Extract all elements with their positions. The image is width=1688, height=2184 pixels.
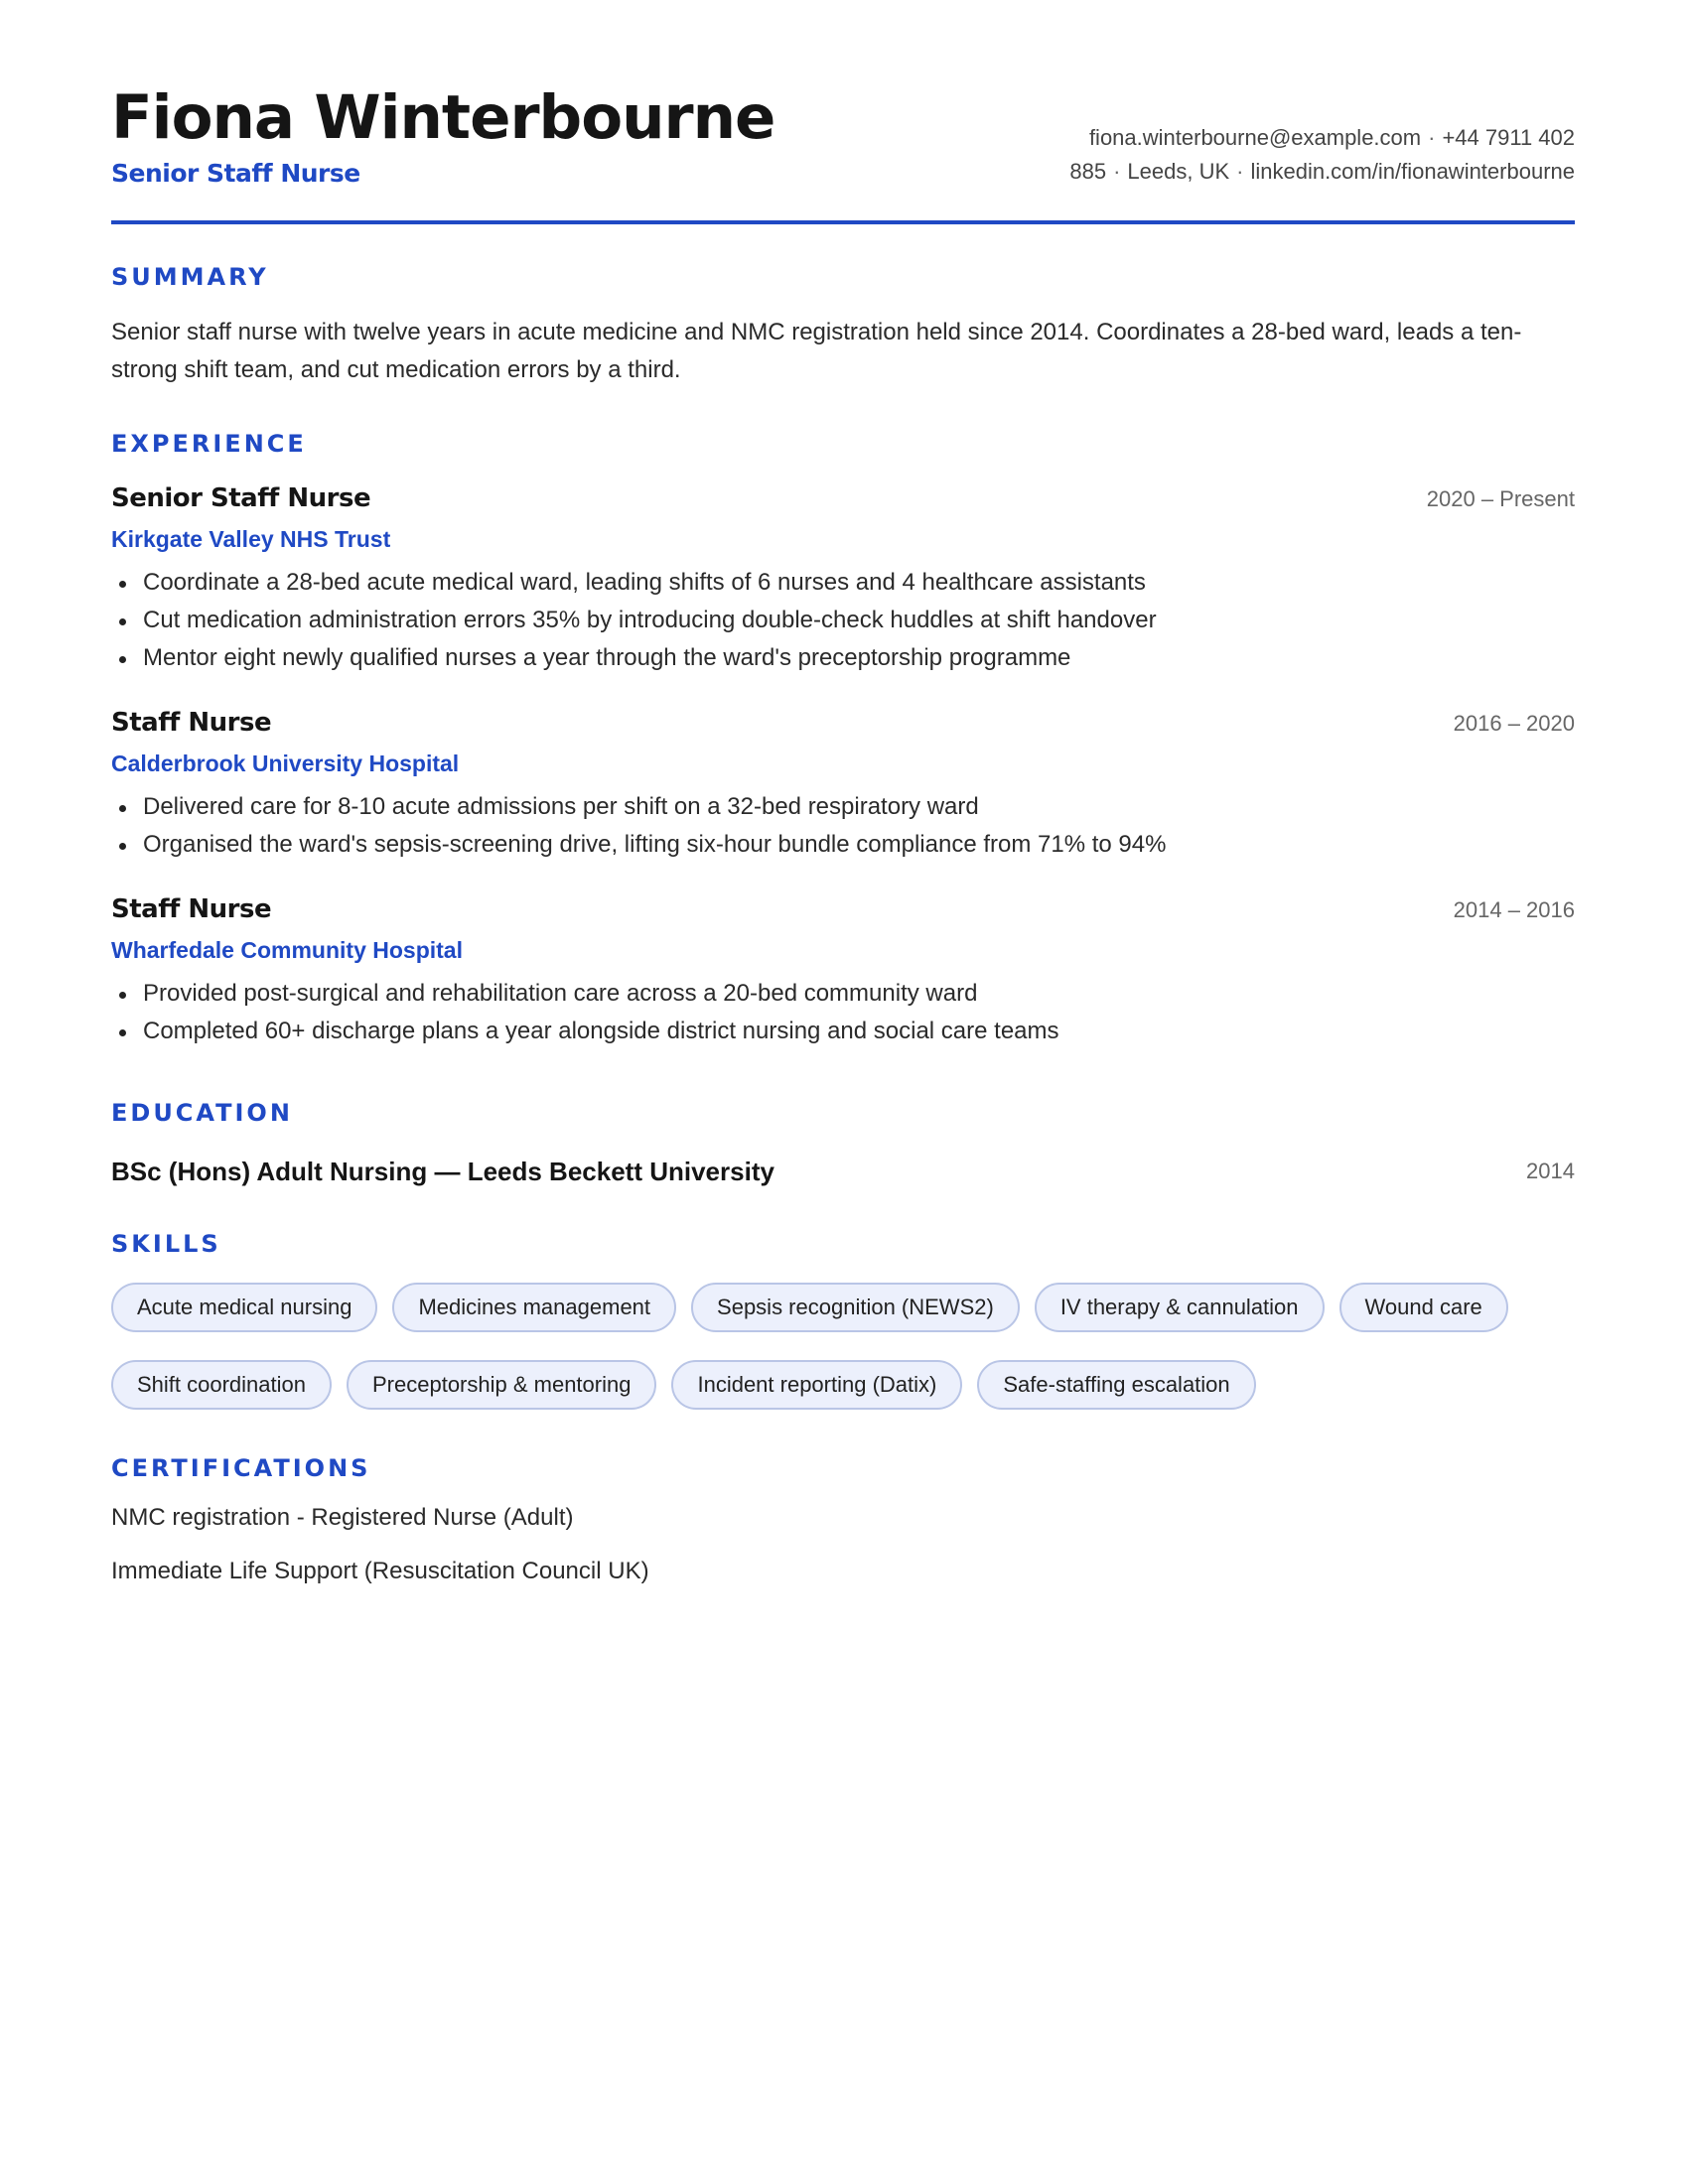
resume-header xyxy=(111,79,1575,224)
education-heading: EDUCATION xyxy=(111,1099,293,1127)
job-dates: 2014 – 2016 xyxy=(1453,897,1575,922)
contact-separator: · xyxy=(1113,159,1121,184)
skill-chip: Shift coordination xyxy=(111,1360,332,1410)
certifications-heading: CERTIFICATIONS xyxy=(111,1454,371,1482)
job-bullet: Coordinate a 28-bed acute medical ward, leading shifts of 6 nurses and 4 healthcare assistants xyxy=(111,564,1575,602)
job-employer: Wharfedale Community Hospital xyxy=(111,937,463,963)
job-entry xyxy=(111,480,1575,677)
job-title: Staff Nurse xyxy=(111,708,272,738)
job-employer: Calderbrook University Hospital xyxy=(111,751,460,776)
contact-separator: · xyxy=(1428,125,1436,150)
job-header xyxy=(111,480,1575,516)
contact-line-1 xyxy=(959,121,1575,155)
job-bullets xyxy=(111,975,1575,1050)
certifications-section xyxy=(111,1451,1575,1590)
candidate-role: Senior Staff Nurse xyxy=(111,159,360,188)
contact-separator: · xyxy=(1236,159,1244,184)
summary-text: Senior staff nurse with twelve years in acute medicine and NMC registration held since 2014. Coordinates a 28-bed ward, leads a ten-strong shift team, and cut medication errors by a third. xyxy=(111,319,1522,383)
job-dates: 2016 – 2020 xyxy=(1453,711,1575,736)
experience-section xyxy=(111,427,1575,1050)
job-bullets xyxy=(111,788,1575,864)
resume-page xyxy=(111,79,1575,1590)
skill-chip: Sepsis recognition (NEWS2) xyxy=(691,1283,1020,1332)
skill-chip: IV therapy & cannulation xyxy=(1035,1283,1325,1332)
job-dates: 2020 – Present xyxy=(1426,486,1575,511)
job-bullet: Completed 60+ discharge plans a year alongside district nursing and social care teams xyxy=(111,1013,1575,1050)
education-year: 2014 xyxy=(1526,1159,1575,1183)
summary-section xyxy=(111,260,1575,389)
job-employer: Kirkgate Valley NHS Trust xyxy=(111,526,391,552)
job-header xyxy=(111,705,1575,741)
job-bullets xyxy=(111,564,1575,677)
job-title: Staff Nurse xyxy=(111,894,272,924)
education-degree: BSc (Hons) Adult Nursing — Leeds Beckett University xyxy=(111,1157,774,1186)
skills-section xyxy=(111,1227,1575,1410)
job-bullet: Organised the ward's sepsis-screening drive, lifting six-hour bundle compliance from 71% to 94% xyxy=(111,826,1575,864)
job-entry xyxy=(111,705,1575,864)
summary-heading: SUMMARY xyxy=(111,263,269,291)
contact-email[interactable]: fiona.winterbourne@example.com xyxy=(1088,125,1422,150)
contact-phone-part1[interactable]: +44 7911 402 xyxy=(1442,125,1575,150)
contact-location: Leeds, UK xyxy=(1127,159,1230,184)
certification-item: NMC registration - Registered Nurse (Adult) xyxy=(111,1504,574,1531)
contact-line-2 xyxy=(959,155,1575,189)
contact-info xyxy=(959,121,1575,189)
skills-heading: SKILLS xyxy=(111,1230,221,1258)
skills-list xyxy=(111,1283,1575,1410)
job-header xyxy=(111,891,1575,927)
contact-linkedin[interactable]: linkedin.com/in/fionawinterbourne xyxy=(1250,159,1575,184)
job-entry xyxy=(111,891,1575,1050)
contact-phone-part2[interactable]: 885 xyxy=(1069,159,1107,184)
certification-item: Immediate Life Support (Resuscitation Council UK) xyxy=(111,1558,649,1584)
skill-chip: Medicines management xyxy=(392,1283,676,1332)
job-bullet: Provided post-surgical and rehabilitation care across a 20-bed community ward xyxy=(111,975,1575,1013)
job-bullet: Mentor eight newly qualified nurses a year through the ward's preceptorship programme xyxy=(111,639,1575,677)
certifications-list xyxy=(111,1499,1575,1590)
job-title: Senior Staff Nurse xyxy=(111,483,371,513)
skill-chip: Preceptorship & mentoring xyxy=(347,1360,656,1410)
job-bullet: Delivered care for 8-10 acute admissions per shift on a 32-bed respiratory ward xyxy=(111,788,1575,826)
skill-chip: Wound care xyxy=(1339,1283,1508,1332)
skill-chip: Acute medical nursing xyxy=(111,1283,377,1332)
candidate-name: Fiona Winterbourne xyxy=(111,82,775,153)
education-entry xyxy=(111,1152,1575,1191)
experience-heading: EXPERIENCE xyxy=(111,430,307,458)
skill-chip: Incident reporting (Datix) xyxy=(671,1360,962,1410)
skill-chip: Safe-staffing escalation xyxy=(977,1360,1255,1410)
education-section xyxy=(111,1096,1575,1191)
job-bullet: Cut medication administration errors 35% by introducing double-check huddles at shift handover xyxy=(111,602,1575,639)
